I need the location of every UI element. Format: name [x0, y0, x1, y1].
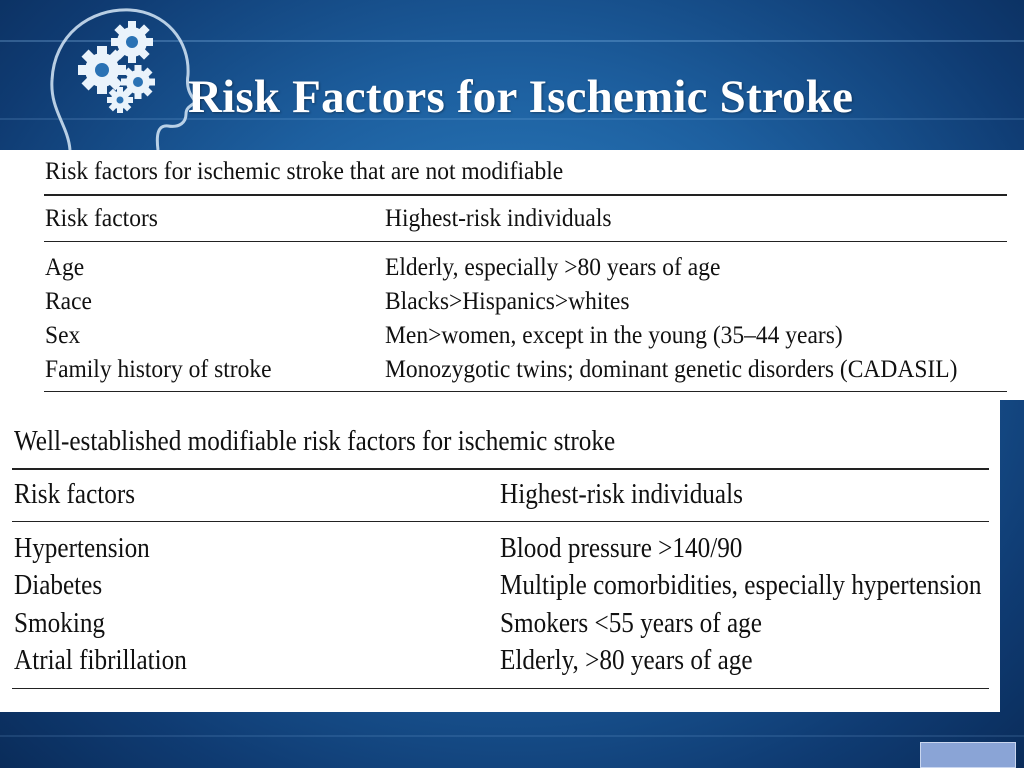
column-header-highest-risk: Highest-risk individuals [500, 479, 743, 510]
nav-button[interactable] [920, 742, 1016, 768]
table-rule [44, 391, 1007, 392]
table-cell: Hypertension [14, 533, 150, 564]
table-cell: Blacks>Hispanics>whites [385, 288, 630, 315]
table-cell: Elderly, >80 years of age [500, 645, 753, 676]
table-cell: Smokers <55 years of age [500, 608, 762, 639]
table-rule [44, 194, 1007, 196]
table-cell: Diabetes [14, 570, 103, 601]
table-cell: Race [45, 288, 92, 315]
table-cell: Sex [45, 322, 81, 349]
table-cell: Multiple comorbidities, especially hypertension [500, 570, 982, 601]
table-cell: Elderly, especially >80 years of age [385, 254, 721, 281]
slide-title: Risk Factors for Ischemic Stroke [188, 71, 854, 123]
table-caption: Well-established modifiable risk factors for ischemic stroke [14, 426, 616, 457]
column-header-highest-risk: Highest-risk individuals [385, 205, 612, 232]
table-cell: Smoking [14, 608, 106, 639]
table-rule [12, 521, 989, 522]
modifiable-risk-table [0, 400, 1000, 712]
table-rule [44, 241, 1007, 242]
head-gears-icon [40, 0, 200, 150]
table-caption: Risk factors for ischemic stroke that are not modifiable [45, 158, 564, 185]
table-cell: Family history of stroke [45, 356, 272, 383]
table-cell: Men>women, except in the young (35–44 years) [385, 322, 843, 349]
table-rule [12, 688, 989, 689]
table-cell: Age [45, 254, 85, 281]
background-streak [0, 735, 1024, 737]
table-cell: Blood pressure >140/90 [500, 533, 743, 564]
table-cell: Monozygotic twins; dominant genetic disorders (CADASIL) [385, 356, 958, 383]
column-header-risk-factors: Risk factors [14, 479, 136, 510]
table-rule [12, 468, 989, 470]
table-cell: Atrial fibrillation [14, 645, 187, 676]
non-modifiable-risk-table [0, 150, 1024, 400]
column-header-risk-factors: Risk factors [45, 205, 158, 232]
